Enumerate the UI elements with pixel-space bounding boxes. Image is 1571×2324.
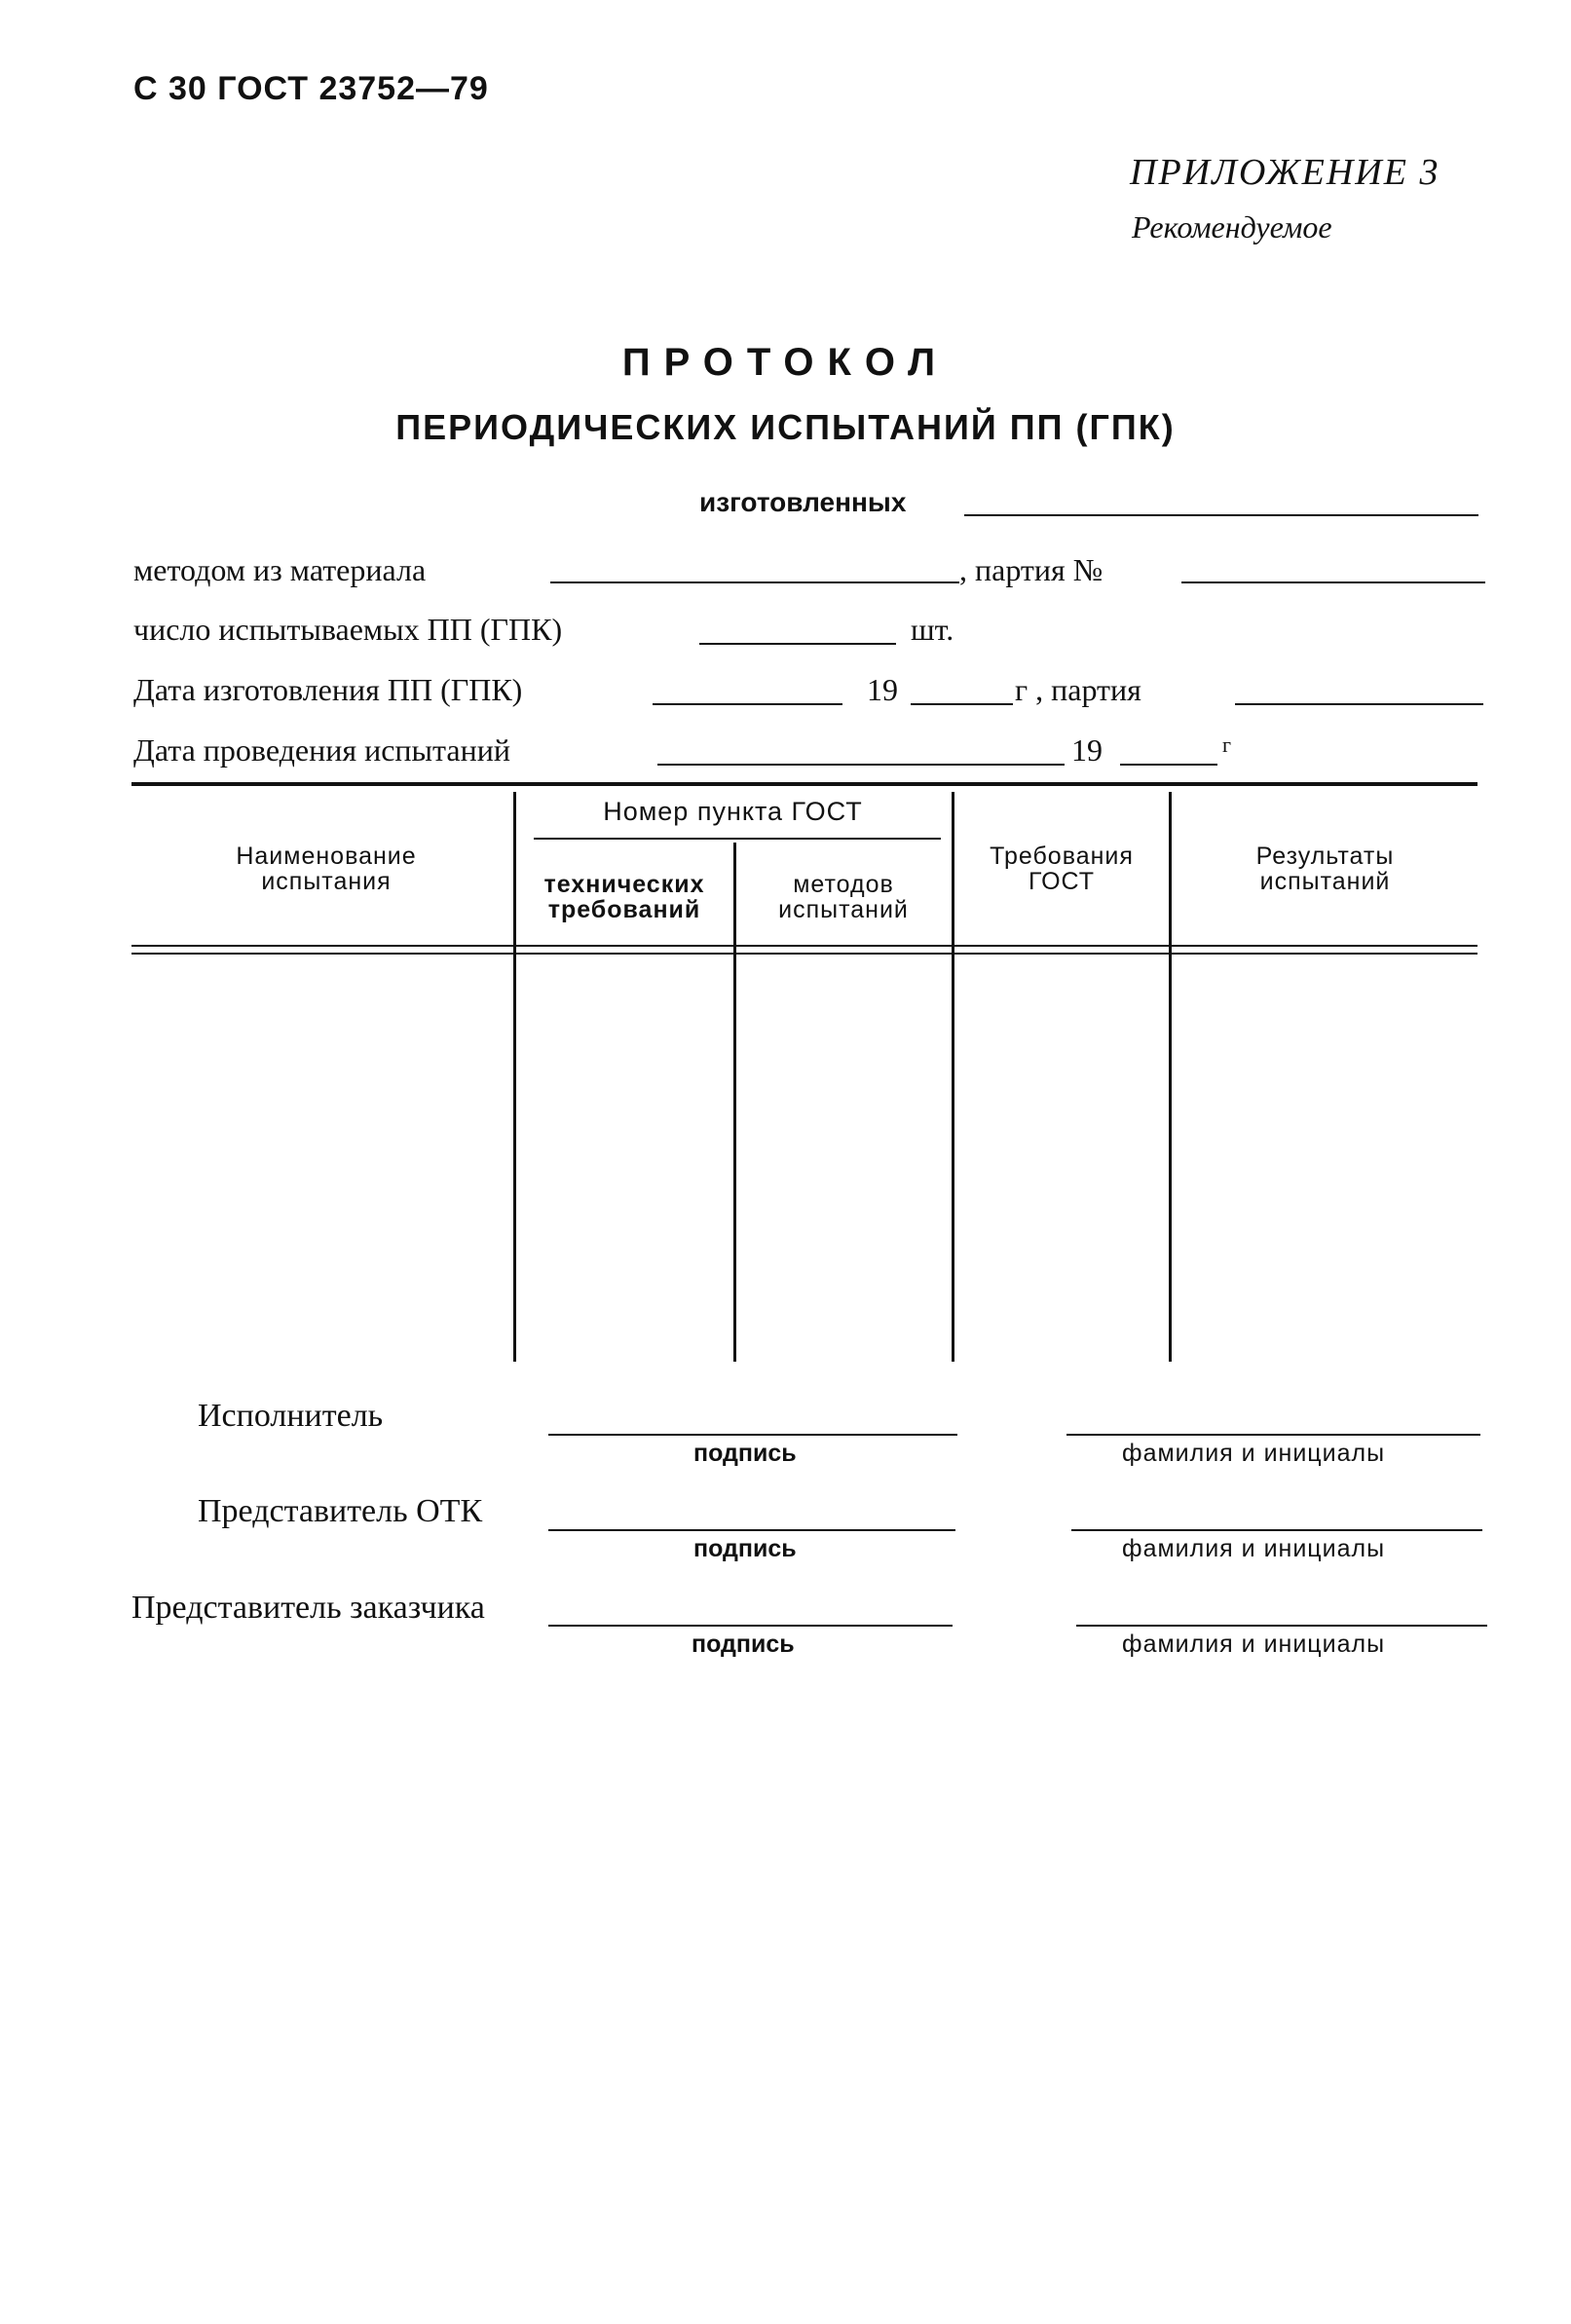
col-requirements-line2: ГОСТ	[1028, 868, 1096, 895]
mfg-date-label: Дата изготовления ПП (ГПК)	[133, 672, 523, 707]
col-requirements-line1: Требования	[990, 843, 1134, 870]
document-subtitle: ПЕРИОДИЧЕСКИХ ИСПЫТАНИЙ ПП (ГПК)	[395, 407, 1176, 447]
signature-role-customer: Представитель заказчика	[131, 1590, 485, 1626]
col-tech-header	[516, 872, 732, 922]
col-name-line1: Наименование	[236, 843, 417, 870]
mfg-year-prefix: 19	[867, 672, 898, 707]
signature-line-executor[interactable]	[548, 1434, 957, 1436]
test-year-suffix: г	[1222, 732, 1232, 757]
col-name-header	[166, 843, 487, 894]
col-methods-header	[736, 872, 951, 922]
col-name-line2: испытания	[261, 868, 392, 895]
table-header-rule-2	[131, 953, 1477, 955]
name-line-otk[interactable]	[1071, 1529, 1482, 1531]
table-header-rule-1	[131, 945, 1477, 947]
mfg-year-field[interactable]	[911, 703, 1013, 705]
col-results-line2: испытаний	[1259, 868, 1391, 895]
group-header: Номер пункта ГОСТ	[603, 797, 863, 826]
appendix-title: ПРИЛОЖЕНИЕ 3	[1130, 152, 1440, 193]
signature-role-otk: Представитель ОТК	[198, 1493, 483, 1529]
name-caption-otk: фамилия и инициалы	[1122, 1535, 1386, 1562]
col-methods-line1: методов	[793, 871, 894, 898]
test-year-field[interactable]	[1120, 764, 1217, 766]
signature-caption-otk: подпись	[693, 1535, 797, 1562]
count-field[interactable]	[699, 643, 896, 645]
page-header: С 30 ГОСТ 23752—79	[133, 70, 489, 107]
manufactured-field[interactable]	[964, 514, 1478, 516]
signature-role-executor: Исполнитель	[198, 1398, 384, 1434]
signature-line-otk[interactable]	[548, 1529, 955, 1531]
test-date-field[interactable]	[657, 764, 1065, 766]
document-title: ПРОТОКОЛ	[621, 341, 950, 384]
col-requirements-header	[954, 843, 1169, 894]
material-field[interactable]	[550, 581, 959, 583]
group-header-rule	[534, 838, 941, 840]
test-date-label: Дата проведения испытаний	[133, 732, 510, 768]
name-caption-customer: фамилия и инициалы	[1122, 1631, 1386, 1658]
count-unit: шт.	[911, 612, 954, 647]
name-line-customer[interactable]	[1076, 1625, 1487, 1627]
method-label: методом из материала	[133, 552, 427, 587]
signature-caption-executor: подпись	[693, 1440, 797, 1467]
col-tech-line2: требований	[547, 896, 701, 923]
col-tech-line1: технических	[543, 871, 705, 898]
col-results-line1: Результаты	[1255, 843, 1395, 870]
signature-caption-customer: подпись	[692, 1631, 795, 1658]
name-caption-executor: фамилия и инициалы	[1122, 1440, 1386, 1467]
manufactured-label: изготовленных	[699, 487, 907, 517]
mfg-batch-field[interactable]	[1235, 703, 1483, 705]
count-label: число испытываемых ПП (ГПК)	[133, 612, 563, 647]
mfg-date-field[interactable]	[653, 703, 842, 705]
col-methods-line2: испытаний	[778, 896, 909, 923]
batch-label: , партия №	[959, 552, 1103, 587]
col-results-header	[1172, 843, 1478, 894]
signature-line-customer[interactable]	[548, 1625, 953, 1627]
appendix-subtitle: Рекомендуемое	[1132, 209, 1332, 244]
test-year-prefix: 19	[1071, 732, 1103, 768]
mfg-year-suffix: г , партия	[1015, 672, 1141, 707]
batch-field[interactable]	[1181, 581, 1485, 583]
name-line-executor[interactable]	[1066, 1434, 1480, 1436]
table-top-rule	[131, 782, 1477, 786]
